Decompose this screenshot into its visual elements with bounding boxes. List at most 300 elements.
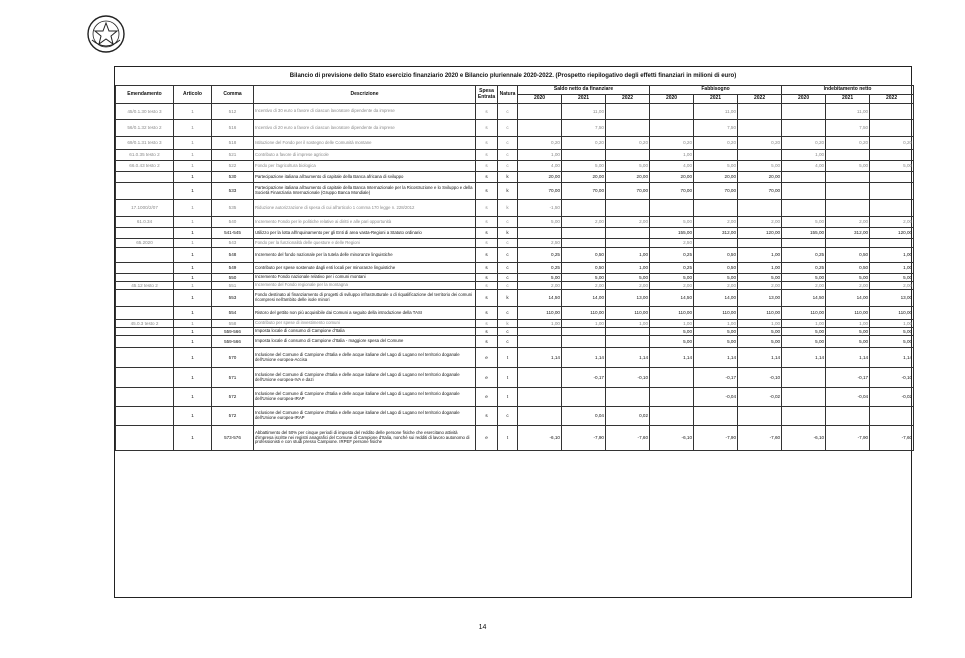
cell-value xyxy=(650,120,694,137)
cell-value: 2,00 xyxy=(782,282,826,290)
cell-value: -0,17 xyxy=(694,368,738,388)
cell-value: 0,25 xyxy=(782,263,826,274)
cell-value xyxy=(870,172,914,183)
cell-value: -0,10 xyxy=(870,368,914,388)
table-row xyxy=(116,104,914,120)
cell-comma: 572 xyxy=(212,407,254,426)
cell-value: 312,00 xyxy=(694,228,738,239)
cell-value: 2,00 xyxy=(562,217,606,228)
cell-value: 5,00 xyxy=(782,274,826,282)
cell-spesa-entrata: s xyxy=(476,239,498,248)
cell-value: 0,50 xyxy=(826,248,870,263)
cell-articolo: 1 xyxy=(174,228,212,239)
cell-comma: 551 xyxy=(212,282,254,290)
cell-value: 2,00 xyxy=(606,282,650,290)
cell-value: 0,25 xyxy=(518,263,562,274)
cell-value xyxy=(562,150,606,161)
cell-value: 14,50 xyxy=(650,290,694,307)
cell-descrizione: Imposta locale di consumo di Campione d'Italia xyxy=(254,328,476,336)
cell-value: 70,00 xyxy=(518,183,562,200)
cell-value: 5,00 xyxy=(694,161,738,172)
cell-spesa-entrata: s xyxy=(476,274,498,282)
cell-natura: t xyxy=(498,426,518,451)
cell-articolo: 1 xyxy=(174,150,212,161)
cell-value: 5,00 xyxy=(650,274,694,282)
cell-value xyxy=(606,388,650,407)
cell-value: 70,00 xyxy=(694,183,738,200)
cell-spesa-entrata: s xyxy=(476,336,498,348)
cell-value: 0,20 xyxy=(782,137,826,150)
cell-natura: k xyxy=(498,200,518,217)
cell-value: 14,00 xyxy=(826,290,870,307)
cell-value: 5,00 xyxy=(650,217,694,228)
cell-value: 5,00 xyxy=(694,274,738,282)
cell-value: 1,00 xyxy=(738,263,782,274)
cell-emendamento xyxy=(116,228,174,239)
cell-value: -0,17 xyxy=(826,368,870,388)
cell-value: 110,00 xyxy=(606,307,650,320)
cell-value xyxy=(826,200,870,217)
cell-natura: k xyxy=(498,172,518,183)
cell-value: 5,00 xyxy=(518,274,562,282)
cell-spesa-entrata: s xyxy=(476,263,498,274)
cell-natura: c xyxy=(498,137,518,150)
cell-spesa-entrata: s xyxy=(476,150,498,161)
cell-natura: c xyxy=(498,328,518,336)
cell-comma: 559-566 xyxy=(212,336,254,348)
cell-descrizione: Partecipazione italiana all'aumento di capitale della Banca africana di sviluppo xyxy=(254,172,476,183)
cell-articolo: 1 xyxy=(174,248,212,263)
cell-comma: 543 xyxy=(212,239,254,248)
cell-emendamento xyxy=(116,172,174,183)
cell-value: 70,00 xyxy=(738,183,782,200)
cell-value xyxy=(562,200,606,217)
cell-comma: 535 xyxy=(212,200,254,217)
cell-value xyxy=(738,239,782,248)
cell-comma: 559-566 xyxy=(212,328,254,336)
cell-emendamento: 17.1000/2/07 xyxy=(116,200,174,217)
cell-value: 0,04 xyxy=(562,407,606,426)
cell-articolo: 1 xyxy=(174,239,212,248)
cell-value: 5,00 xyxy=(782,217,826,228)
cell-comma: 571 xyxy=(212,368,254,388)
table-row xyxy=(116,388,914,407)
cell-value xyxy=(518,388,562,407)
cell-value: 14,00 xyxy=(562,290,606,307)
cell-comma: 533 xyxy=(212,183,254,200)
cell-value: -7,90 xyxy=(826,426,870,451)
table-row xyxy=(116,274,914,282)
cell-value xyxy=(870,183,914,200)
cell-value xyxy=(606,200,650,217)
cell-value: -0,10 xyxy=(738,368,782,388)
cell-natura: t xyxy=(498,388,518,407)
cell-emendamento: 45.12 testo 2 xyxy=(116,282,174,290)
cell-descrizione: Inclusione del Comune di Campione d'Italia e delle acque italiane del Lago di Lugano nel territorio doganale dell'Unione europea-IVA e dazi xyxy=(254,368,476,388)
summary-table-frame xyxy=(114,66,912,598)
cell-value: 1,00 xyxy=(694,320,738,328)
cell-emendamento xyxy=(116,274,174,282)
cell-value: 155,00 xyxy=(782,228,826,239)
cell-value: 5,00 xyxy=(782,336,826,348)
cell-value: 2,00 xyxy=(870,282,914,290)
cell-value: 14,50 xyxy=(782,290,826,307)
cell-value xyxy=(650,200,694,217)
cell-value: -0,04 xyxy=(826,388,870,407)
cell-comma: 553 xyxy=(212,290,254,307)
cell-comma: 554 xyxy=(212,307,254,320)
cell-spesa-entrata: e xyxy=(476,348,498,368)
cell-value: -6,10 xyxy=(518,426,562,451)
cell-value xyxy=(782,172,826,183)
cell-spesa-entrata: s xyxy=(476,228,498,239)
cell-spesa-entrata: e xyxy=(476,388,498,407)
cell-emendamento xyxy=(116,307,174,320)
cell-articolo: 1 xyxy=(174,388,212,407)
header-comma: Comma xyxy=(212,86,254,104)
cell-descrizione: Partecipazione italiana all'aumento di capitale della Banca Internazionale per la Ricostruzione e lo Sviluppo e della Società Finanziaria Internazionale (Gruppo Banca Mondiale) xyxy=(254,183,476,200)
cell-value xyxy=(562,328,606,336)
cell-natura: c xyxy=(498,263,518,274)
cell-value: 1,00 xyxy=(562,320,606,328)
cell-value xyxy=(650,407,694,426)
cell-value: 1,14 xyxy=(606,348,650,368)
cell-value: 5,00 xyxy=(606,161,650,172)
cell-value: 5,00 xyxy=(870,336,914,348)
cell-articolo: 1 xyxy=(174,307,212,320)
cell-value: 2,50 xyxy=(518,239,562,248)
cell-value xyxy=(606,120,650,137)
cell-value: 5,00 xyxy=(738,274,782,282)
cell-value: 1,00 xyxy=(518,320,562,328)
emblem-logo xyxy=(86,14,126,54)
cell-articolo: 1 xyxy=(174,407,212,426)
cell-value xyxy=(738,407,782,426)
cell-natura: c xyxy=(498,274,518,282)
cell-value: 0,20 xyxy=(738,137,782,150)
cell-value xyxy=(870,239,914,248)
cell-value: 13,00 xyxy=(738,290,782,307)
table-row xyxy=(116,368,914,388)
year-header: 2022 xyxy=(606,95,650,104)
cell-value: 4,00 xyxy=(782,161,826,172)
cell-value: 312,00 xyxy=(826,228,870,239)
cell-natura: c xyxy=(498,407,518,426)
cell-value xyxy=(782,183,826,200)
cell-value: 0,50 xyxy=(694,248,738,263)
cell-natura: k xyxy=(498,320,518,328)
table-row xyxy=(116,228,914,239)
cell-value: 2,50 xyxy=(650,239,694,248)
cell-descrizione: Imposta locale di consumo di Campione d'Italia - maggiore spesa del Comune xyxy=(254,336,476,348)
cell-natura: c xyxy=(498,161,518,172)
cell-value: 2,00 xyxy=(826,282,870,290)
cell-spesa-entrata: s xyxy=(476,183,498,200)
table-row xyxy=(116,307,914,320)
cell-value: -0,02 xyxy=(738,388,782,407)
cell-articolo: 1 xyxy=(174,328,212,336)
cell-value xyxy=(518,368,562,388)
cell-value: 11,00 xyxy=(694,104,738,120)
cell-articolo: 1 xyxy=(174,320,212,328)
cell-descrizione: Inclusione del Comune di Campione d'Italia e delle acque italiane del Lago di Lugano nel territorio doganale dell'Unione europea-IRAP xyxy=(254,407,476,426)
cell-spesa-entrata: s xyxy=(476,200,498,217)
cell-emendamento xyxy=(116,348,174,368)
cell-descrizione: Inclusione del Comune di Campione d'Italia e delle acque italiane del Lago di Lugano nel territorio doganale dell'Unione europea-Accisa xyxy=(254,348,476,368)
year-header: 2020 xyxy=(650,95,694,104)
cell-spesa-entrata: e xyxy=(476,368,498,388)
cell-value: 1,00 xyxy=(606,263,650,274)
cell-value xyxy=(606,239,650,248)
cell-value: 2,00 xyxy=(606,217,650,228)
cell-descrizione: Incremento del Fondo regionale per la montagna xyxy=(254,282,476,290)
cell-value: 1,14 xyxy=(738,348,782,368)
table-row xyxy=(116,407,914,426)
cell-value: 5,00 xyxy=(738,328,782,336)
cell-spesa-entrata: s xyxy=(476,307,498,320)
cell-value: 20,00 xyxy=(562,172,606,183)
table-row xyxy=(116,150,914,161)
cell-value xyxy=(826,172,870,183)
table-row xyxy=(116,320,914,328)
cell-emendamento xyxy=(116,248,174,263)
cell-natura: c xyxy=(498,217,518,228)
cell-value xyxy=(870,150,914,161)
cell-spesa-entrata: s xyxy=(476,161,498,172)
cell-value: 1,00 xyxy=(606,320,650,328)
cell-natura: c xyxy=(498,239,518,248)
cell-emendamento: 65.2020 xyxy=(116,239,174,248)
cell-articolo: 1 xyxy=(174,161,212,172)
cell-emendamento xyxy=(116,388,174,407)
cell-value xyxy=(518,336,562,348)
cell-value: 1,00 xyxy=(606,248,650,263)
cell-comma: 573-576 xyxy=(212,426,254,451)
cell-value: 0,25 xyxy=(518,248,562,263)
cell-value xyxy=(782,120,826,137)
cell-emendamento: 66.0.43 testo 2 xyxy=(116,161,174,172)
cell-value xyxy=(782,388,826,407)
cell-comma: 548 xyxy=(212,248,254,263)
cell-spesa-entrata: s xyxy=(476,104,498,120)
cell-value: 14,50 xyxy=(518,290,562,307)
cell-emendamento xyxy=(116,263,174,274)
cell-value: 2,00 xyxy=(694,217,738,228)
cell-value: -0,17 xyxy=(562,368,606,388)
cell-value: 0,20 xyxy=(870,137,914,150)
cell-emendamento: 45/0.1.30 testo 3 xyxy=(116,104,174,120)
cell-natura: k xyxy=(498,290,518,307)
cell-value: 1,00 xyxy=(870,263,914,274)
cell-comma: 518 xyxy=(212,137,254,150)
page-number: 14 xyxy=(478,624,487,631)
cell-value: 5,00 xyxy=(738,336,782,348)
cell-value: 0,25 xyxy=(650,263,694,274)
cell-comma: 522 xyxy=(212,161,254,172)
table-row xyxy=(116,282,914,290)
header-natura: Natura xyxy=(498,86,518,104)
cell-descrizione: Incremento del fondo nazionale per la tutela delle minoranze linguistiche xyxy=(254,248,476,263)
cell-value: 5,00 xyxy=(738,161,782,172)
table-row xyxy=(116,137,914,150)
header-descrizione: Descrizione xyxy=(254,86,476,104)
cell-value: 20,00 xyxy=(518,172,562,183)
cell-value: 0,02 xyxy=(606,407,650,426)
cell-descrizione: Inclusione del Comune di Campione d'Italia e delle acque italiane del Lago di Lugano nel territorio doganale dell'Unione europea-IRAP xyxy=(254,388,476,407)
cell-value: 5,00 xyxy=(518,217,562,228)
cell-comma: 550 xyxy=(212,274,254,282)
cell-value: -7,90 xyxy=(562,426,606,451)
cell-value: 5,00 xyxy=(562,274,606,282)
cell-emendamento: 56/0.1.32 testo 2 xyxy=(116,120,174,137)
year-header: 2021 xyxy=(694,95,738,104)
cell-emendamento xyxy=(116,426,174,451)
cell-value xyxy=(870,407,914,426)
cell-value: 110,00 xyxy=(694,307,738,320)
cell-value: 1,14 xyxy=(650,348,694,368)
cell-descrizione: Contributo per spese sostenute dagli enti locali per minoranze linguistiche xyxy=(254,263,476,274)
cell-articolo: 1 xyxy=(174,290,212,307)
cell-descrizione: Incremento Fondo per le politiche relative ai diritti e alle pari opportunità xyxy=(254,217,476,228)
cell-comma: 572 xyxy=(212,388,254,407)
cell-value xyxy=(694,239,738,248)
cell-value: 5,00 xyxy=(826,274,870,282)
cell-value: 120,00 xyxy=(738,228,782,239)
cell-spesa-entrata: s xyxy=(476,328,498,336)
cell-value: 1,00 xyxy=(826,320,870,328)
cell-value: 20,00 xyxy=(650,172,694,183)
cell-descrizione: Ristoro del gettito non più acquisibile dai Comuni a seguito della introduzione della TASI xyxy=(254,307,476,320)
cell-natura: t xyxy=(498,368,518,388)
cell-value xyxy=(518,407,562,426)
cell-articolo: 1 xyxy=(174,183,212,200)
table-row xyxy=(116,426,914,451)
cell-comma: 540 xyxy=(212,217,254,228)
cell-value: 0,50 xyxy=(562,248,606,263)
cell-value: 0,20 xyxy=(826,137,870,150)
cell-value: 1,00 xyxy=(870,320,914,328)
year-header: 2021 xyxy=(562,95,606,104)
cell-natura: c xyxy=(498,282,518,290)
header-articolo: Articolo xyxy=(174,86,212,104)
cell-value: 1,00 xyxy=(518,150,562,161)
cell-value: 2,00 xyxy=(870,217,914,228)
cell-value: 5,00 xyxy=(826,328,870,336)
cell-emendamento xyxy=(116,336,174,348)
cell-emendamento: 61.0.34 xyxy=(116,217,174,228)
cell-value: 7,50 xyxy=(826,120,870,137)
cell-descrizione: Incremento Fondo nazionale relativo per i comuni montani xyxy=(254,274,476,282)
cell-value: 110,00 xyxy=(562,307,606,320)
cell-spesa-entrata: s xyxy=(476,217,498,228)
cell-value: 110,00 xyxy=(870,307,914,320)
header-fabbisogno: Fabbisogno xyxy=(650,86,782,95)
cell-emendamento: 61.0.35 testo 2 xyxy=(116,150,174,161)
cell-comma: 549 xyxy=(212,263,254,274)
cell-value xyxy=(826,407,870,426)
cell-value: 7,50 xyxy=(694,120,738,137)
table-row xyxy=(116,172,914,183)
cell-articolo: 1 xyxy=(174,172,212,183)
cell-value: 110,00 xyxy=(738,307,782,320)
cell-value: 0,20 xyxy=(606,137,650,150)
cell-spesa-entrata: s xyxy=(476,137,498,150)
cell-value: 0,20 xyxy=(694,137,738,150)
cell-value xyxy=(562,228,606,239)
cell-value: 13,00 xyxy=(606,290,650,307)
cell-spesa-entrata: s xyxy=(476,407,498,426)
cell-value: 20,00 xyxy=(738,172,782,183)
cell-value: 1,00 xyxy=(738,320,782,328)
cell-value: 2,00 xyxy=(518,282,562,290)
cell-emendamento: 45.0.3 testo 2 xyxy=(116,320,174,328)
cell-value: -1,50 xyxy=(518,200,562,217)
cell-value: 110,00 xyxy=(650,307,694,320)
cell-descrizione: Fondo destinato al finanziamento di progetti di sviluppo infrastrutturale o di riqualificazione del territorio dei comuni ricompresi nell'ambito delle isole minori xyxy=(254,290,476,307)
cell-value: 1,14 xyxy=(782,348,826,368)
cell-articolo: 1 xyxy=(174,274,212,282)
cell-comma: 541-545 xyxy=(212,228,254,239)
cell-value xyxy=(694,407,738,426)
cell-comma: 558 xyxy=(212,320,254,328)
cell-value: 0,25 xyxy=(650,248,694,263)
cell-value xyxy=(606,228,650,239)
cell-natura: k xyxy=(498,228,518,239)
cell-value: 5,00 xyxy=(650,328,694,336)
cell-value: 110,00 xyxy=(826,307,870,320)
cell-value xyxy=(606,336,650,348)
cell-value: 1,00 xyxy=(782,150,826,161)
cell-value: 1,14 xyxy=(562,348,606,368)
cell-value xyxy=(606,150,650,161)
cell-value: 5,00 xyxy=(826,161,870,172)
cell-value: 70,00 xyxy=(650,183,694,200)
cell-descrizione: Contributo per spese di investimento comuni xyxy=(254,320,476,328)
cell-value: -0,10 xyxy=(606,368,650,388)
cell-value: 5,00 xyxy=(870,161,914,172)
cell-value xyxy=(562,336,606,348)
cell-value: 0,50 xyxy=(694,263,738,274)
cell-value: 2,00 xyxy=(738,282,782,290)
cell-value: -7,60 xyxy=(870,426,914,451)
header-spesa-entrata: Spesa Entrata xyxy=(476,86,498,104)
table-row xyxy=(116,161,914,172)
table-row xyxy=(116,328,914,336)
cell-value: 0,20 xyxy=(650,137,694,150)
cell-value xyxy=(782,407,826,426)
cell-articolo: 1 xyxy=(174,282,212,290)
cell-value: -6,10 xyxy=(650,426,694,451)
cell-descrizione: Incentivo di 20 euro a favore di ciascun lavoratore dipendente da imprese xyxy=(254,120,476,137)
cell-descrizione: Incentivo di 30 euro a favore di ciascun lavoratore dipendente da imprese xyxy=(254,104,476,120)
table-row xyxy=(116,348,914,368)
cell-value xyxy=(738,104,782,120)
cell-descrizione: Abbattimento del 50% per cinque periodi di imposta del reddito delle persone fisiche che esercitano attività d'impresa iscritte nei registri anagrafici del Comune di Campione d'Italia, nonché sui redditi di lavoro autonomo di professionisti e con studi presso Campione. IRPEF persone fisiche xyxy=(254,426,476,451)
cell-value xyxy=(870,104,914,120)
cell-value: 1,14 xyxy=(826,348,870,368)
cell-comma: 530 xyxy=(212,172,254,183)
cell-articolo: 1 xyxy=(174,104,212,120)
cell-value xyxy=(782,368,826,388)
cell-value xyxy=(518,120,562,137)
year-header: 2021 xyxy=(826,95,870,104)
cell-descrizione: Contributo a favore di imprese agricole xyxy=(254,150,476,161)
cell-value xyxy=(870,120,914,137)
cell-value: 5,00 xyxy=(782,328,826,336)
cell-value: 1,00 xyxy=(738,248,782,263)
cell-natura: k xyxy=(498,183,518,200)
cell-value: 1,14 xyxy=(870,348,914,368)
